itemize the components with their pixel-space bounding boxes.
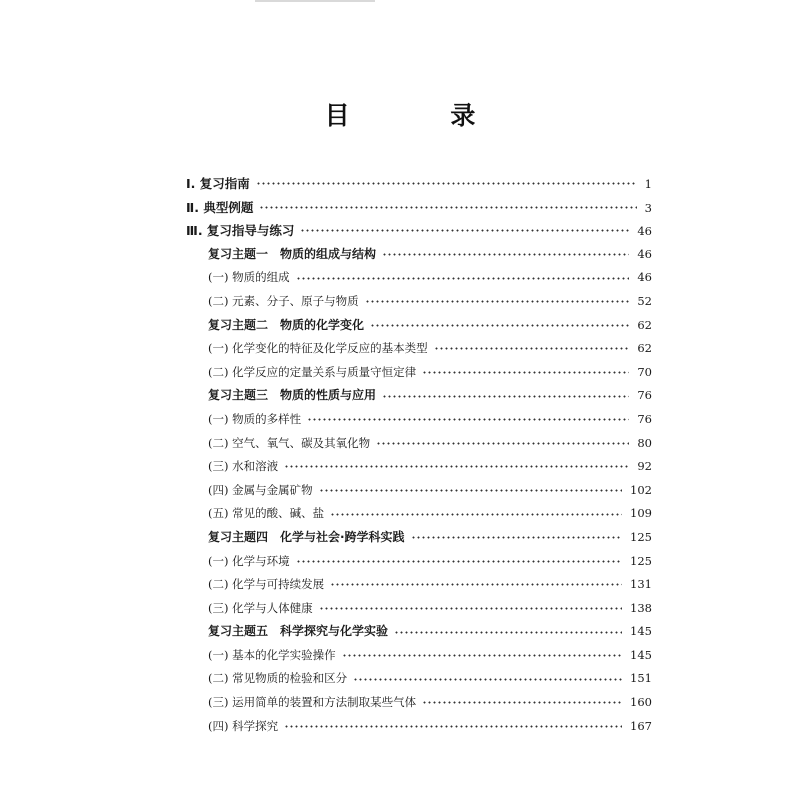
toc-entry-label: (三) 运用简单的装置和方法制取某些气体 xyxy=(208,695,417,710)
toc-entry-page-number: 80 xyxy=(637,435,652,450)
toc-entry-page-number: 167 xyxy=(630,718,652,733)
toc-entry-page-number: 160 xyxy=(630,695,652,710)
dot-leader xyxy=(330,513,622,516)
dot-leader xyxy=(319,489,622,492)
toc-entry-page-number: 46 xyxy=(637,224,652,239)
toc-entry-label: (四) 金属与金属矿物 xyxy=(208,482,313,497)
toc-entry-label: (四) 科学探究 xyxy=(208,718,279,733)
dot-leader xyxy=(330,583,622,586)
toc-entry-page-number: 76 xyxy=(637,411,652,426)
page-top-edge xyxy=(255,0,375,2)
table-of-contents xyxy=(186,172,652,738)
toc-entry-label: (一) 基本的化学实验操作 xyxy=(208,647,336,662)
toc-entry[interactable] xyxy=(186,526,652,550)
dot-leader xyxy=(259,206,636,209)
dot-leader xyxy=(342,654,622,657)
toc-entry[interactable] xyxy=(186,266,652,290)
toc-entry-page-number: 102 xyxy=(630,482,652,497)
toc-entry-label: (二) 化学反应的定量关系与质量守恒定律 xyxy=(208,364,417,379)
toc-entry[interactable] xyxy=(186,290,652,314)
toc-entry-label: (一) 物质的组成 xyxy=(208,270,290,285)
dot-leader xyxy=(284,725,622,728)
toc-entry[interactable] xyxy=(186,550,652,574)
toc-entry-label: 复习主题三 物质的性质与应用 xyxy=(208,388,377,403)
toc-entry-label: 复习主题一 物质的组成与结构 xyxy=(208,246,377,261)
dot-leader xyxy=(296,277,630,280)
toc-entry-page-number: 145 xyxy=(630,624,652,639)
toc-entry-label: Ⅲ. 复习指导与练习 xyxy=(186,223,295,239)
toc-entry[interactable] xyxy=(186,667,652,691)
toc-entry[interactable] xyxy=(186,479,652,503)
toc-entry-label: Ⅰ. 复习指南 xyxy=(186,176,250,191)
toc-entry[interactable] xyxy=(186,432,652,456)
dot-leader xyxy=(394,631,622,634)
toc-entry[interactable] xyxy=(186,408,652,432)
toc-entry[interactable] xyxy=(186,243,652,267)
toc-entry-label: (二) 元素、分子、原子与物质 xyxy=(208,293,359,308)
toc-entry-label: (二) 空气、氧气、碳及其氧化物 xyxy=(208,435,371,450)
toc-entry-page-number: 145 xyxy=(630,647,652,662)
dot-leader xyxy=(319,607,622,610)
toc-entry-label: (二) 常见物质的检验和区分 xyxy=(208,671,348,686)
toc-entry[interactable] xyxy=(186,219,652,243)
dot-leader xyxy=(382,395,629,398)
dot-leader xyxy=(382,253,629,256)
dot-leader xyxy=(256,182,637,185)
toc-entry-label: (一) 化学与环境 xyxy=(208,553,290,568)
toc-entry-label: 复习主题五 科学探究与化学实验 xyxy=(208,624,389,639)
toc-entry[interactable] xyxy=(186,455,652,479)
toc-entry-label: (五) 常见的酸、碱、盐 xyxy=(208,506,325,521)
toc-entry-page-number: 138 xyxy=(630,600,652,615)
toc-entry[interactable] xyxy=(186,337,652,361)
toc-entry-label: (三) 化学与人体健康 xyxy=(208,600,313,615)
dot-leader xyxy=(353,678,622,681)
dot-leader xyxy=(365,300,630,303)
toc-entry[interactable] xyxy=(186,196,652,220)
toc-entry-page-number: 62 xyxy=(637,317,652,332)
toc-entry-page-number: 3 xyxy=(644,200,652,215)
dot-leader xyxy=(307,418,629,421)
toc-entry-label: 复习主题四 化学与社会·跨学科实践 xyxy=(208,529,405,544)
dot-leader xyxy=(376,442,629,445)
toc-entry-page-number: 109 xyxy=(630,506,652,521)
toc-entry-page-number: 46 xyxy=(637,270,652,285)
toc-entry[interactable] xyxy=(186,715,652,739)
toc-entry[interactable] xyxy=(186,172,652,196)
toc-entry-label: (一) 化学变化的特征及化学反应的基本类型 xyxy=(208,341,428,356)
dot-leader xyxy=(300,229,629,232)
dot-leader xyxy=(296,560,622,563)
toc-entry-label: (三) 水和溶液 xyxy=(208,459,279,474)
dot-leader xyxy=(434,347,630,350)
toc-entry[interactable] xyxy=(186,691,652,715)
toc-entry-label: Ⅱ. 典型例题 xyxy=(186,199,254,215)
toc-entry-page-number: 52 xyxy=(637,293,652,308)
toc-entry-page-number: 62 xyxy=(637,341,652,356)
toc-entry-page-number: 46 xyxy=(637,246,652,261)
toc-entry[interactable] xyxy=(186,620,652,644)
toc-entry[interactable] xyxy=(186,314,652,338)
toc-entry-label: 复习主题二 物质的化学变化 xyxy=(208,317,365,332)
toc-entry[interactable] xyxy=(186,502,652,526)
toc-entry-page-number: 125 xyxy=(630,529,652,544)
toc-entry-page-number: 92 xyxy=(637,459,652,474)
dot-leader xyxy=(370,324,629,327)
toc-entry[interactable] xyxy=(186,644,652,668)
page-title: 目 录 xyxy=(324,101,522,130)
dot-leader xyxy=(422,371,629,374)
toc-entry[interactable] xyxy=(186,361,652,385)
toc-entry-label: (二) 化学与可持续发展 xyxy=(208,577,325,592)
dot-leader xyxy=(411,536,622,539)
toc-entry-page-number: 151 xyxy=(630,671,652,686)
dot-leader xyxy=(422,701,622,704)
toc-entry-page-number: 76 xyxy=(637,388,652,403)
toc-entry-page-number: 1 xyxy=(644,177,652,191)
toc-entry-label: (一) 物质的多样性 xyxy=(208,411,302,426)
toc-entry[interactable] xyxy=(186,384,652,408)
dot-leader xyxy=(284,465,629,468)
toc-entry[interactable] xyxy=(186,573,652,597)
toc-entry-page-number: 70 xyxy=(637,364,652,379)
toc-entry-page-number: 131 xyxy=(630,577,652,592)
toc-entry-page-number: 125 xyxy=(630,553,652,568)
toc-entry[interactable] xyxy=(186,597,652,621)
